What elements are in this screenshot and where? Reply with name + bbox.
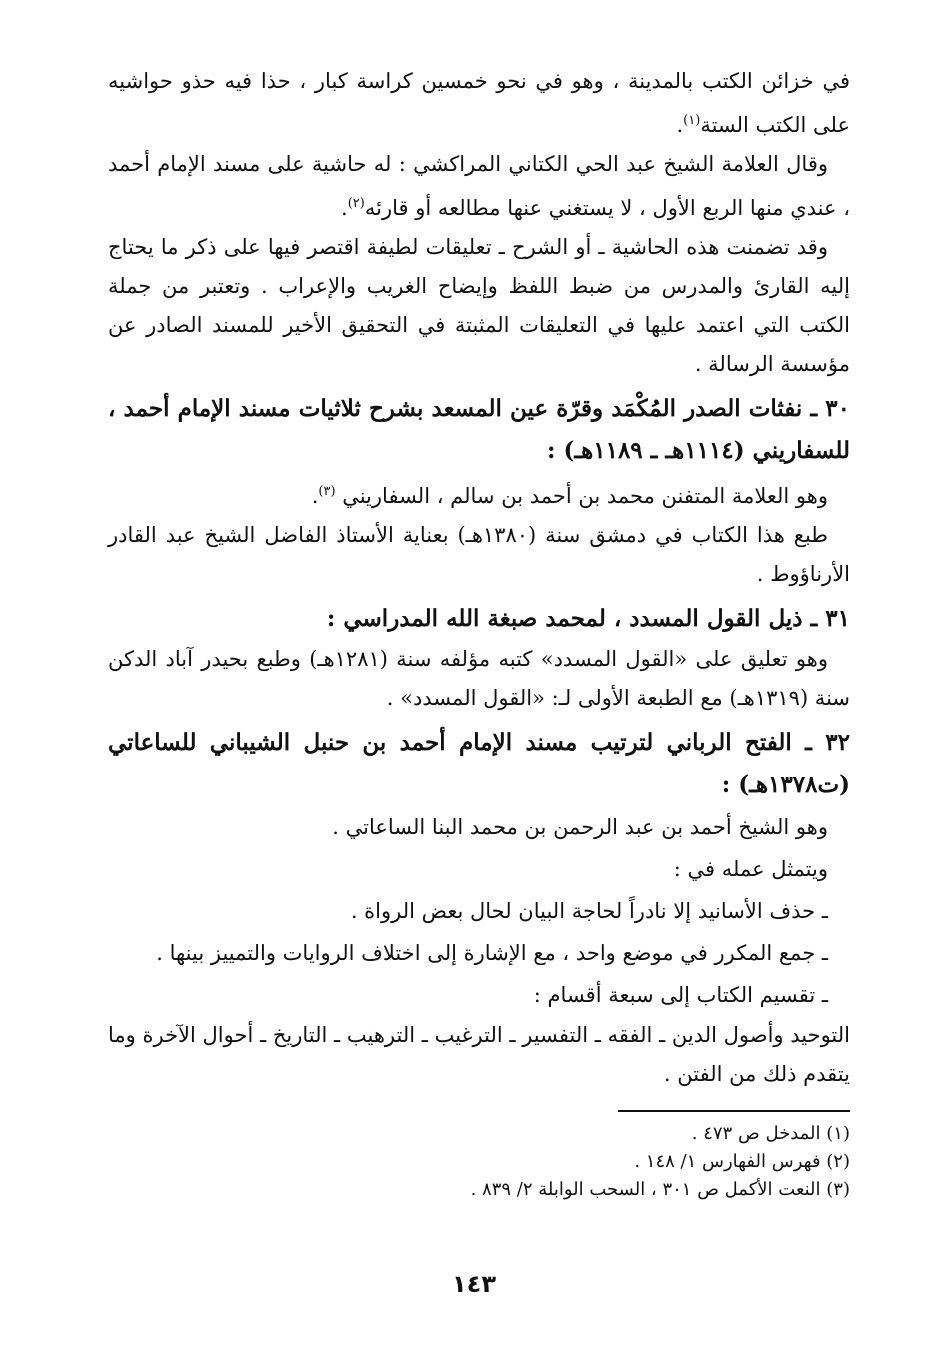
- footnote-ref-3: (٣): [318, 484, 336, 499]
- footnote-2: (٢) فهرس الفهارس ١/ ١٤٨ .: [634, 1151, 850, 1172]
- paragraph-5: طبع هذا الكتاب في دمشق سنة (١٣٨٠هـ) بعناية الأستاذ الفاضل الشيخ عبد القادر الأرناؤوط .: [108, 523, 850, 586]
- paragraph-8: ويتمثل عمله في :: [673, 857, 828, 881]
- footnote-ref-1: (١): [683, 113, 701, 128]
- heading-30: ٣٠ ـ نفثات الصدر المُكْمَد وقرّة عين المسعد بشرح ثلاثيات مسند الإمام أحمد ، للسفاريني (١١١٤هـ ـ ١١٨٩هـ) :: [108, 395, 850, 464]
- page-body: [108, 62, 850, 1204]
- page-number: ١٤٣: [452, 1270, 496, 1298]
- list-item-2: ـ جمع المكرر في موضع واحد ، مع الإشارة إلى اختلاف الروايات والتمييز بينها .: [156, 941, 828, 965]
- paragraph-7: وهو الشيخ أحمد بن عبد الرحمن بن محمد البنا الساعاتي .: [332, 815, 828, 839]
- footnote-separator: [618, 1110, 850, 1112]
- list-item-1: ـ حذف الأسانيد إلا نادراً لحاجة البيان لحال بعض الرواة .: [350, 899, 828, 923]
- paragraph-1: في خزائن الكتب بالمدينة ، وهو في نحو خمسين كراسة كبار ، حذا فيه حذو حواشيه على الكتب الستة$^{(١)}$.: [108, 69, 850, 137]
- list-item-3: ـ تقسيم الكتاب إلى سبعة أقسام :: [533, 983, 828, 1007]
- paragraph-2: وقال العلامة الشيخ عبد الحي الكتاني المراكشي : له حاشية على مسند الإمام أحمد ، عندي منها الربع الأول ، لا يستغني عنها مطالعه أو قارئه$^{(٢)}$.: [108, 152, 850, 220]
- footnote-ref-2: (٢): [347, 196, 365, 211]
- footnote-3: (٣) النعت الأكمل ص ٣٠١ ، السحب الوابلة ٢/ ٨٣٩ .: [470, 1179, 850, 1200]
- paragraph-6: وهو تعليق على «القول المسدد» كتبه مؤلفه سنة (١٢٨١هـ) وطبع بحيدر آباد الدكن سنة (١٣١٩هـ) مع الطبعة الأولى لـ: «القول المسدد» .: [108, 647, 850, 710]
- heading-31: ٣١ ـ ذيل القول المسدد ، لمحمد صبغة الله المدراسي :: [326, 605, 850, 632]
- footnote-1: (١) المدخل ص ٤٧٣ .: [691, 1123, 850, 1144]
- paragraph-3: وقد تضمنت هذه الحاشية ـ أو الشرح ـ تعليقات لطيفة اقتصر فيها على ذكر ما يحتاج إليه القارئ والمدرس من ضبط اللفظ وإيضاح الغريب والإعراب . وتعتبر من جملة الكتب التي اعتمد عليها في التعليقات المثبتة في التحقيق الأخير للمسند الصادر عن مؤسسة الرسالة .: [108, 235, 850, 376]
- heading-32: ٣٢ ـ الفتح الرباني لترتيب مسند الإمام أحمد بن حنبل الشيباني للساعاتي (ت١٣٧٨هـ) :: [108, 729, 850, 798]
- paragraph-9: التوحيد وأصول الدين ـ الفقه ـ التفسير ـ الترغيب ـ الترهيب ـ التاريخ ـ أحوال الآخرة وما يتقدم ذلك من الفتن .: [108, 1023, 850, 1086]
- paragraph-4: وهو العلامة المتفنن محمد بن أحمد بن سالم ، السفاريني $^{(٣)}$.: [311, 484, 828, 508]
